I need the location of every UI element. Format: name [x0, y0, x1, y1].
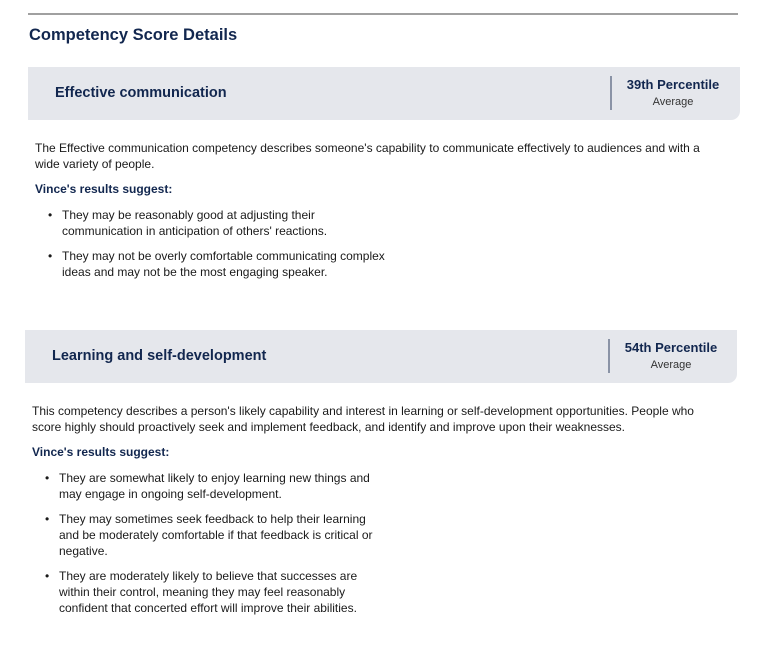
percentile-level: Average [650, 359, 692, 371]
competency-header [28, 67, 740, 120]
percentile-box [608, 77, 738, 109]
competency-description: The Effective communication competency describes someone's capability to communicate effectively to audiences and with a wide variety of people. [35, 141, 700, 171]
list-item [25, 568, 384, 616]
percentile-value: 54th Percentile [624, 340, 718, 355]
bullet-icon: • [45, 471, 50, 485]
results-list [25, 470, 737, 616]
result-text: They may sometimes seek feedback to help their learning and be moderately comfortable if that feedback is critical or negative. [59, 512, 373, 558]
list-item [28, 248, 392, 280]
bullet-icon: • [48, 208, 53, 222]
competency-title: Effective communication [55, 85, 227, 101]
result-text: They are somewhat likely to enjoy learning new things and may engage in ongoing self-development. [59, 471, 370, 501]
competency-header [25, 330, 737, 383]
competency-description: This competency describes a person's likely capability and interest in learning or self-development opportunities. People who score highly should proactively seek and implement feedback, and identify and improve upon their weaknesses. [32, 404, 694, 434]
bullet-icon: • [48, 249, 53, 263]
bullet-icon: • [45, 569, 50, 583]
result-text: They may be reasonably good at adjusting their communication in anticipation of others' reactions. [62, 208, 328, 238]
bullet-icon: • [45, 512, 50, 526]
list-item [28, 207, 392, 239]
percentile-box [606, 340, 736, 372]
top-divider [28, 13, 738, 15]
percentile-level: Average [652, 96, 694, 108]
competency-section-effective-communication [28, 67, 740, 289]
result-text: They are moderately likely to believe that successes are within their control, meaning they may feel reasonably confident that concerted effort will improve their abilities. [59, 569, 358, 615]
percentile-value: 39th Percentile [626, 77, 720, 92]
competency-section-learning-self-development [25, 330, 737, 625]
results-heading: Vince's results suggest: [35, 182, 173, 196]
list-item [25, 511, 384, 559]
list-item [25, 470, 384, 502]
page-title: Competency Score Details [29, 26, 238, 44]
competency-title: Learning and self-development [52, 348, 267, 364]
results-heading: Vince's results suggest: [32, 445, 170, 459]
result-text: They may not be overly comfortable communicating complex ideas and may not be the most engaging speaker. [62, 249, 385, 279]
results-list [28, 207, 740, 280]
